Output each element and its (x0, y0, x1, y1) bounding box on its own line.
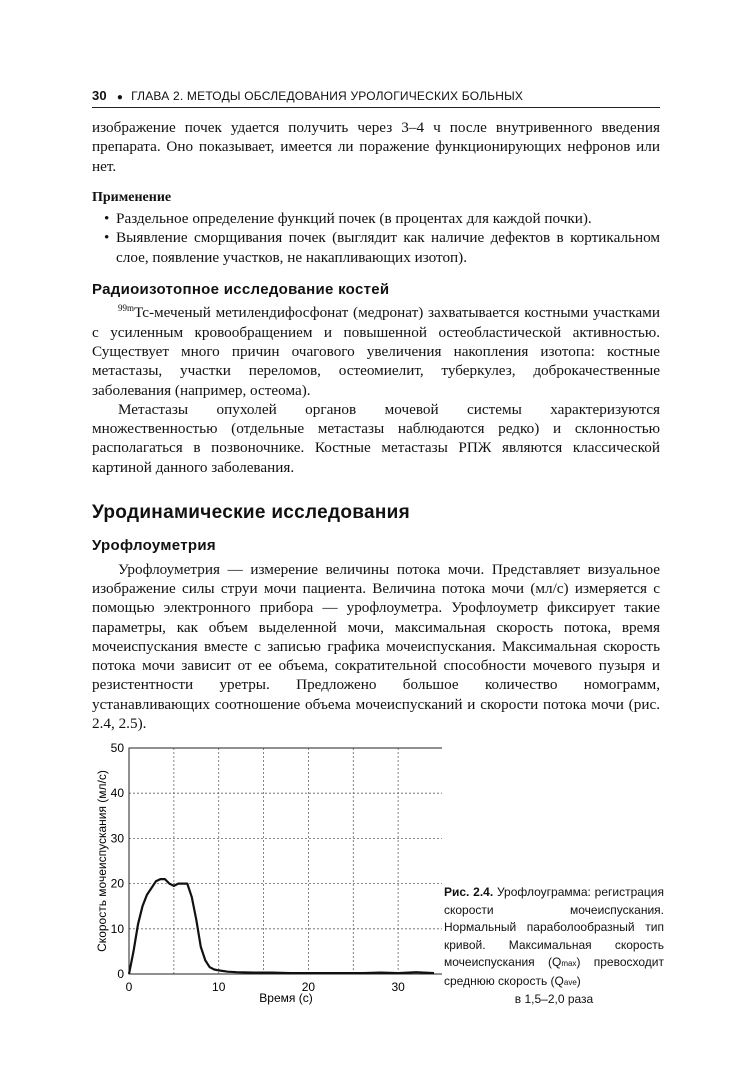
caption-label: Рис. 2.4. (444, 885, 494, 899)
figure-caption (444, 884, 664, 1009)
caption-sub-ave: ave (563, 977, 577, 987)
isotope-superscript: 99m (118, 303, 135, 314)
bone-paragraph-2: Метастазы опухолей органов мочевой системы характеризуются множественностью (отдельные метастазы наблюдаются редко) и склонностью располагаться в позвоночнике. Костные метастазы РПЖ являются классической картиной данного заболевания. (92, 400, 660, 476)
bone-paragraph-1-text: Tc-меченый метилендифосфонат (медронат) захватывается костными участками с усиленным кровообращением и повышенной остеобластической активностью. Существует много причин очагового увеличения накопления изотопа: костные метастазы, участки переломов, остеомиелит, туберкулез, доброкачественные заболевания (например, остеома). (92, 304, 660, 399)
bone-section-heading: Радиоизотопное исследование костей (92, 281, 390, 299)
application-list (92, 209, 660, 267)
y-axis-label: Скорость мочеиспускания (мл/с) (95, 770, 109, 952)
list-item: • Выявление сморщивания почек (выглядит как наличие дефектов в кортикальном слое, появление участков, не накапливающих изотоп). (106, 228, 660, 267)
y-tick-label: 40 (110, 786, 124, 801)
chapter-title: ГЛАВА 2. МЕТОДЫ ОБСЛЕДОВАНИЯ УРОЛОГИЧЕСКИХ БОЛЬНЫХ (131, 89, 524, 103)
uroflowmetry-heading: Урофлоуметрия (92, 537, 216, 555)
uroflowmetry-paragraph: Урофлоуметрия — измерение величины потока мочи. Представляет визуальное изображение силы струи мочи пациента. Величина потока мочи (мл/с) измеряется с помощью электронного прибора — урофлоуметра. Урофлоуметр фиксирует такие параметры, как объем выделенной мочи, максимальная скорость потока, время мочеиспускания вместе с записью графика мочеиспускания. Максимальная скорость потока мочи зависит от ее объема, сократительной способности мочевого пузыря и резистентности уретры. Предложено большое количество номограмм, устанавливающих соотношение объема мочеиспусканий и скорости потока мочи (рис. 2.4, 2.5). (92, 560, 660, 733)
running-header (92, 88, 660, 108)
y-tick-label: 20 (110, 876, 124, 891)
x-tick-label: 10 (212, 980, 226, 994)
plot-frame (129, 748, 442, 974)
x-tick-label: 0 (125, 980, 133, 994)
page-content (92, 88, 660, 733)
y-tick-label: 0 (117, 967, 124, 981)
bone-paragraph-1 (92, 303, 660, 399)
caption-text: Урофлоуграмма: регистрация скорости мочеиспускания. Нормальный параболообразный тип кривой. Максимальная скорость мочеиспускания (Q (444, 885, 664, 969)
bullet-separator-icon: ● (116, 92, 124, 103)
y-tick-label: 30 (110, 831, 124, 846)
uroflowgram-chart (92, 740, 442, 1040)
y-tick-label: 10 (110, 921, 124, 936)
figure-2-4 (92, 740, 667, 1040)
flow-curve (129, 879, 434, 974)
list-item: • Раздельное определение функций почек (в процентах для каждой почки). (106, 209, 660, 228)
application-heading: Применение (92, 189, 172, 205)
y-tick-label: 50 (110, 741, 124, 755)
x-tick-label: 30 (391, 980, 405, 994)
urodynamic-heading: Уродинамические исследования (92, 502, 411, 524)
body-text (92, 118, 660, 733)
caption-text-2: ) превосходит среднюю скорость (Q (444, 955, 664, 988)
caption-sub-max: max (561, 959, 577, 968)
caption-text-4: в 1,5–2,0 раза (514, 992, 594, 1006)
x-axis-label: Время (с) (259, 991, 313, 1005)
caption-text-3: ) (576, 973, 581, 988)
intro-paragraph: изображение почек удается получить через 3–4 ч после внутривенного введения препарата. Оно показывает, имеется ли поражение функционирующих нефронов или нет. (92, 119, 660, 175)
x-tick-label: 20 (301, 980, 316, 994)
page-number: 30 (92, 88, 107, 103)
